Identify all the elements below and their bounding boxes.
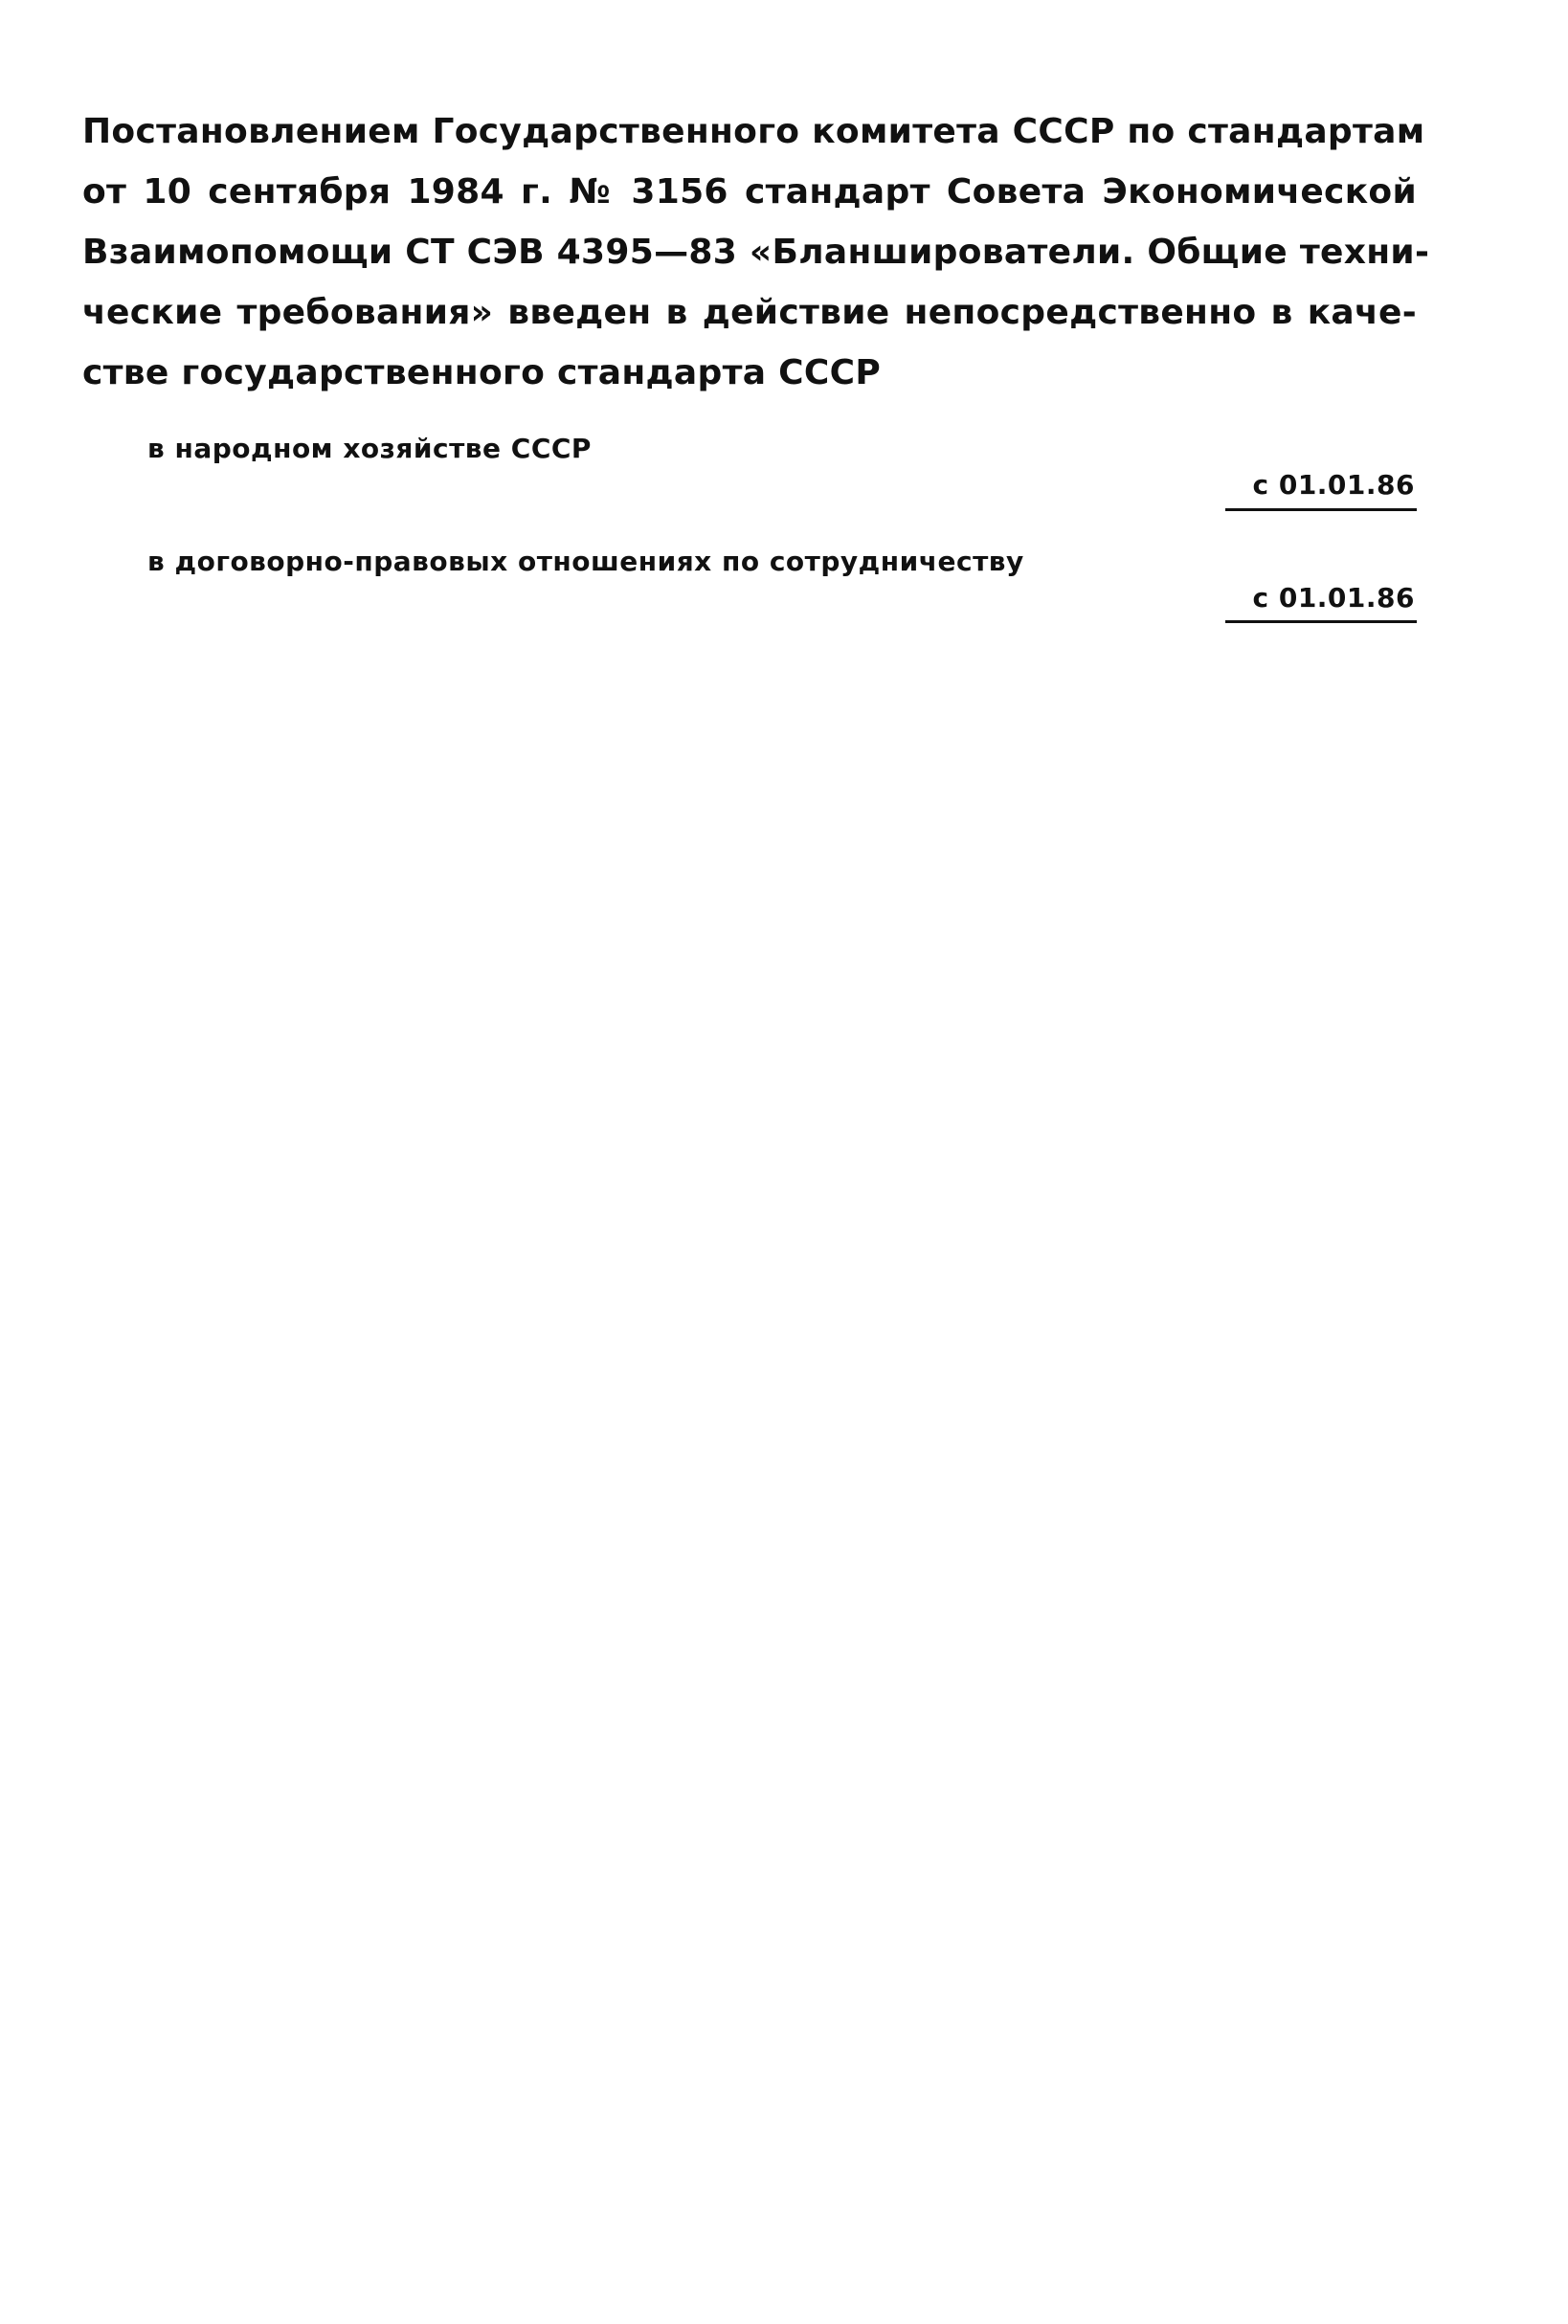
resolution-line: ческие требования» введен в действие непосредственно в каче- xyxy=(82,293,1417,332)
effective-label-national-economy: в народном хозяйстве СССР xyxy=(147,433,592,464)
resolution-line: стве государственного стандарта СССР xyxy=(82,353,882,392)
effective-date-cooperation: с 01.01.86 xyxy=(1252,582,1415,614)
effective-label-cooperation: в договорно-правовых отношениях по сотрудничеству xyxy=(147,546,1024,577)
resolution-line: Взаимопомощи СТ СЭВ 4395—83 «Бланширователи. Общие техни- xyxy=(82,233,1430,272)
date-underline xyxy=(1225,508,1417,511)
resolution-line: Постановлением Государственного комитета СССР по стандартам xyxy=(82,112,1425,151)
date-underline xyxy=(1225,620,1417,623)
effective-date-national-economy: с 01.01.86 xyxy=(1252,469,1415,501)
resolution-paragraph xyxy=(82,101,1430,403)
resolution-line: от 10 сентября 1984 г. № 3156 стандарт Совета Экономической xyxy=(82,172,1417,212)
